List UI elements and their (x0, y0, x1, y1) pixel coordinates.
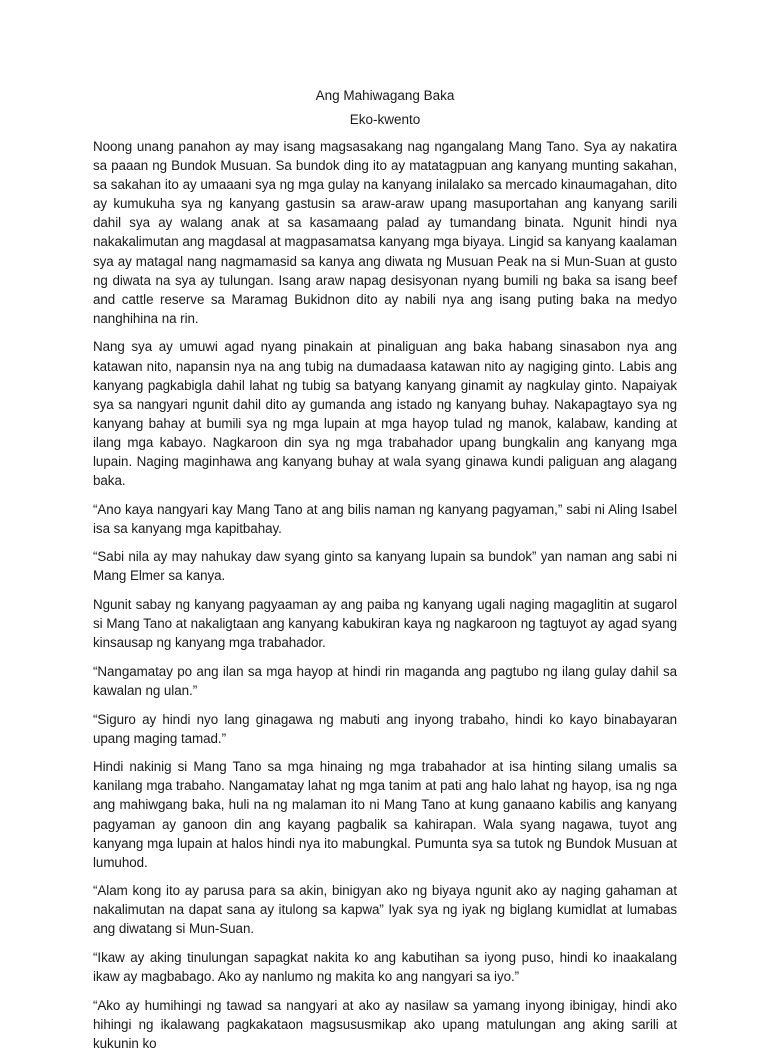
paragraph: “Ikaw ay aking tinulungan sapagkat nakita ko ang kabutihan sa iyong puso, hindi ko inaakalang ikaw ay magbabago. Ako ay nanlumo ng makita ko ang nangyari sa iyo.” (93, 950, 677, 985)
paragraph: “Ako ay humihingi ng tawad sa nangyari at ako ay nasilaw sa yamang inyong ibinigay, hindi ako hihingi ng ikalawang pagkakataon magsususmikap ako upang matulungan ang aking sarili at kukunin ko (93, 997, 677, 1051)
document-title: Ang Mahiwagang Baka (315, 88, 455, 103)
paragraph: Ngunit sabay ng kanyang pagyaaman ay ang paiba ng kanyang ugali naging magaglitin at sugarol si Mang Tano at nakaligtaan ang kanyang kabukiran kaya ng nagkaroon ng tagtuyot ay agad syang kinsausap ng kanyang mga trabahador. (93, 597, 677, 651)
document-subtitle: Eko-kwento (349, 112, 421, 127)
paragraph: “Siguro ay hindi nyo lang ginagawa ng mabuti ang inyong trabaho, hindi ko kayo binabayaran upang maging tamad.” (93, 711, 677, 746)
paragraph: “Alam kong ito ay parusa para sa akin, binigyan ako ng biyaya ngunit ako ay naging gahaman at nakalimutan na dapat sana ay itulong sa kapwa” Iyak sya ng iyak ng biglang kumidlat at lumabas ang diwatang si Mun-Suan. (93, 883, 677, 937)
paragraph: “Ano kaya nangyari kay Mang Tano at ang bilis naman ng kanyang pagyaman,” sabi ni Aling Isabel isa sa kanyang mga kapitbahay. (93, 501, 677, 536)
paragraph: “Sabi nila ay may nahukay daw syang ginto sa kanyang lupain sa bundok” yan naman ang sabi ni Mang Elmer sa kanya. (93, 549, 677, 584)
paragraph: “Nangamatay po ang ilan sa mga hayop at hindi rin maganda ang pagtubo ng ilang gulay dahil sa kawalan ng ulan.” (93, 663, 677, 698)
paragraph: Nang sya ay umuwi agad nyang pinakain at pinaliguan ang baka habang sinasabon nya ang katawan nito, napansin nya na ang tubig na dumadaasa katawan nito ay nagiging ginto. Labis ang kanyang pagkabigla dahil lahat ng tubig sa batyang kanyang ginamit ay nagkulay ginto. Napaiyak sya sa nangyari ngunit dahil dito ay gumanda ang istado ng kanyang buhay. Nakapagtayo sya ng kanyang bahay at bumili sya ng mga lupain at mga hayop tulad ng manok, kalabaw, kanding at ilang mga kabayo. Nagkaroon din sya ng mga trabahador upang bungkalin ang kanyang mga lupain. Naging maginhawa ang kanyang buhay at wala syang ginawa kundi paliguan ang alagang baka. (93, 339, 677, 489)
paragraph: Hindi nakinig si Mang Tano sa mga hinaing ng mga trabahador at isa hinting silang umalis sa kanilang mga trabaho. Nangamatay lahat ng mga tanim at pati ang halo lahat ng hayop, isa ng nga ang mahiwgang baka, huli na ng malaman ito ni Mang Tano at kung ganaano kabilis ang kanyang pagyaman ay ganoon din ang kayang pagbalik sa kahirapan. Wala syang nagawa, tuyot ang kanyang mga lupain at halos hindi nya ito mabungkal. Pumunta sya sa tutok ng Bundok Musuan at lumuhod. (93, 759, 677, 870)
paragraph: Noong unang panahon ay may isang magsasakang nag ngangalang Mang Tano. Sya ay nakatira sa paaan ng Bundok Musuan. Sa bundok ding ito ay matatagpuan ang kanyang munting sakahan, sa sakahan ito ay umaaani sya ng mga gulay na kanyang inilalako sa mercado kinaumagahan, dito ay kumukuha sya ng kanyang gastusin sa araw-araw upang masuportahan ang kanyang sarili dahil sya ay walang anak at sa kasamaang palad ay tumandang binata. Ngunit hindi nya nakakalimutan ang magdasal at magpasamatsa kanyang mga biyaya. Lingid sa kanyang kaalaman sya ay matagal nang nagmamasid sa kanya ang diwata ng Musuan Peak na si Mun-Suan at gusto ng diwata na sya ay tulungan. Isang araw napag desisyonan nyang bumili ng baka sa isang beef and cattle reserve sa Maramag Bukidnon dito ay nabili nya ang isang puting baka na medyo nanghihina na rin. (93, 139, 677, 326)
